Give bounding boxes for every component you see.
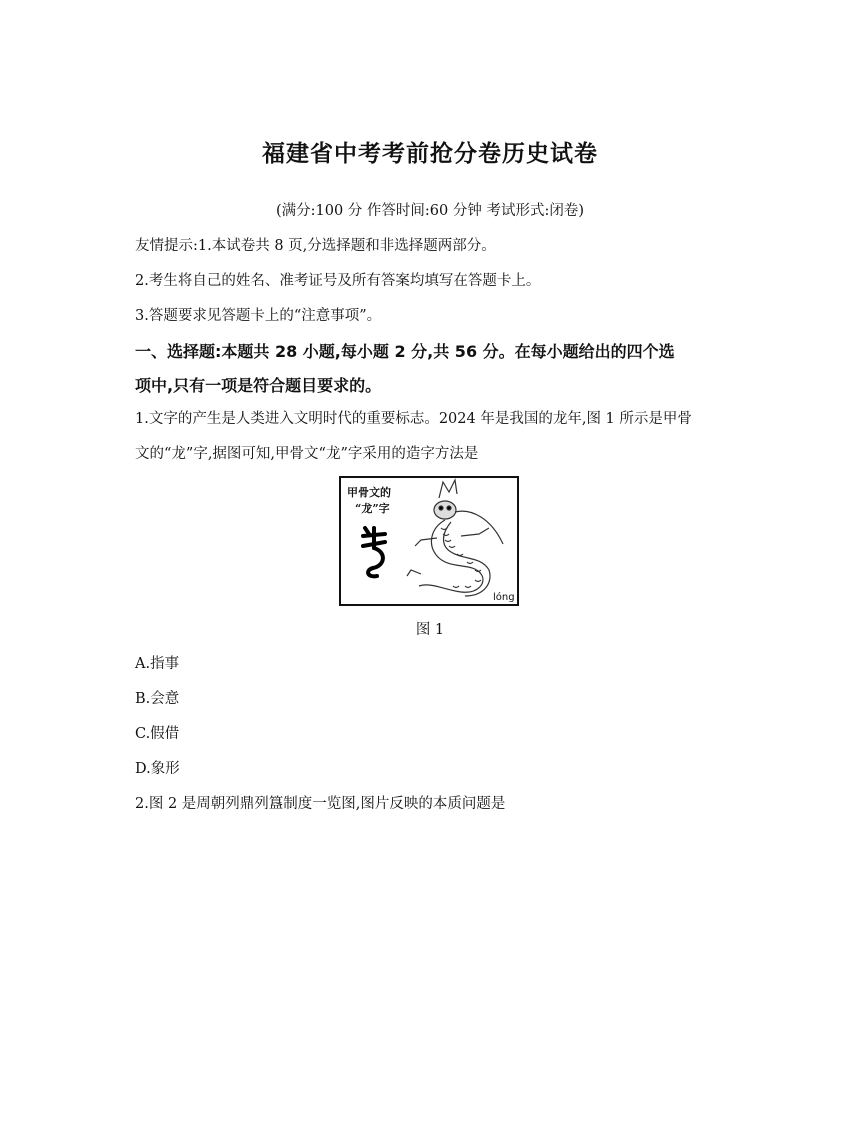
page-title: 福建省中考考前抢分卷历史试卷 [262, 141, 598, 167]
tip-line-1: 友情提示:1.本试卷共 8 页,分选择题和非选择题两部分。 [135, 238, 496, 254]
question-1-line-1: 1.文字的产生是人类进入文明时代的重要标志。2024 年是我国的龙年,图 1 所示是甲骨 [135, 411, 692, 427]
dragon-drawing [407, 480, 503, 596]
figure-1-caption: 图 1 [415, 622, 445, 638]
question-2-line-1: 2.图 2 是周朝列鼎列簋制度一览图,图片反映的本质问题是 [135, 796, 506, 812]
tip-line-3: 3.答题要求见答题卡上的“注意事项”。 [135, 308, 382, 324]
oracle-bone-dragon-glyph [363, 528, 385, 576]
exam-meta: (满分:100 分 作答时间:60 分钟 考试形式:闭卷) [275, 203, 585, 219]
figure-1-inner-text-1: 甲骨文的 [347, 486, 391, 499]
question-1-line-2: 文的“龙”字,据图可知,甲骨文“龙”字采用的造字方法是 [135, 446, 479, 462]
section-heading-line-1: 一、选择题:本题共 28 小题,每小题 2 分,共 56 分。在每小题给出的四个选 [135, 342, 675, 361]
section-heading-line-2: 项中,只有一项是符合题目要求的。 [135, 376, 382, 395]
q1-option-c: C.假借 [135, 726, 180, 742]
figure-1-inner-text-2: “龙”字 [355, 502, 390, 515]
figure-1-pinyin: lóng [493, 592, 515, 603]
q1-option-a: A.指事 [135, 656, 180, 672]
q1-option-b: B.会意 [135, 691, 180, 707]
figure-1-image [339, 476, 519, 606]
dragon-illustration [341, 478, 517, 604]
q1-option-d: D.象形 [135, 761, 180, 777]
tip-line-2: 2.考生将自己的姓名、准考证号及所有答案均填写在答题卡上。 [135, 273, 541, 289]
